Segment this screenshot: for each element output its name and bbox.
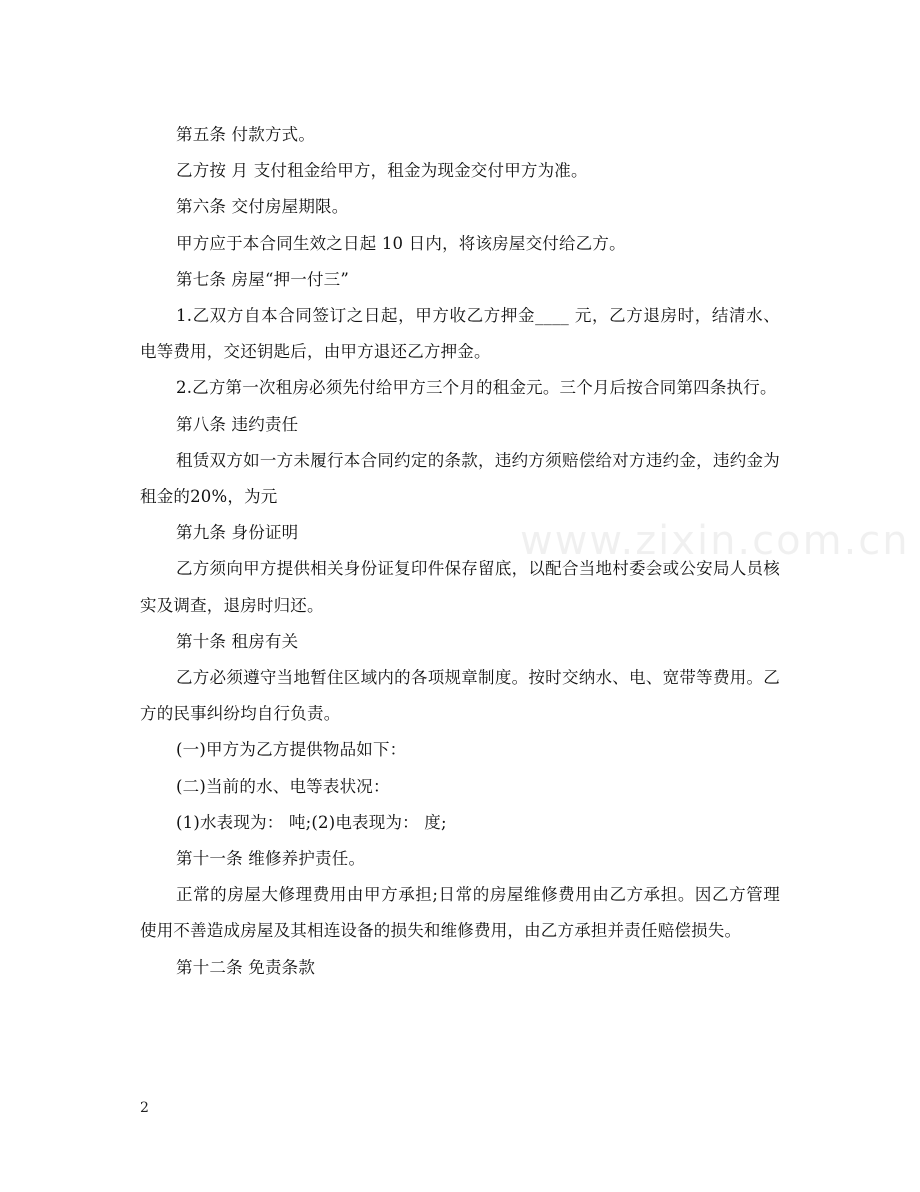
watermark: www.zixin.com.cn bbox=[520, 518, 910, 564]
article-9-heading: 第九条 身份证明 bbox=[176, 523, 299, 543]
article-5-text: 乙方按 月 支付租金给甲方，租金为现金交付甲方为准。 bbox=[176, 161, 588, 181]
article-10-heading: 第十条 租房有关 bbox=[176, 631, 299, 651]
article-7-item-2: 2.乙方第一次租房必须先付给甲方三个月的租金元。三个月后按合同第四条执行。 bbox=[176, 378, 777, 398]
article-11-text: 正常的房屋大修理费用由甲方承担;日常的房屋维修费用由乙方承担。因乙方管理使用不善造成房屋及其相连设备的损失和维修费用，由乙方承担并责任赔偿损失。 bbox=[140, 885, 780, 941]
article-9-text: 乙方须向甲方提供相关身份证复印件保存留底，以配合当地村委会或公安局人员核实及调查，退房时归还。 bbox=[140, 559, 780, 615]
article-5-heading: 第五条 付款方式。 bbox=[176, 125, 316, 144]
article-7-heading: 第七条 房屋“押一付三” bbox=[176, 269, 350, 289]
article-10-item-2: (二)当前的水、电等表状况： bbox=[176, 776, 390, 796]
article-6-heading: 第六条 交付房屋期限。 bbox=[176, 197, 349, 217]
article-8-heading: 第八条 违约责任 bbox=[176, 414, 299, 434]
meter-readings: (1)水表现为： 吨;(2)电表现为： 度; bbox=[176, 812, 447, 832]
article-6-text: 甲方应于本合同生效之日起 10 日内，将该房屋交付给乙方。 bbox=[176, 233, 626, 253]
article-10-text: 乙方必须遵守当地暂住区域内的各项规章制度。按时交纳水、电、宽带等费用。乙方的民事纠纷均自行负责。 bbox=[140, 668, 780, 724]
article-11-heading: 第十一条 维修养护责任。 bbox=[176, 849, 366, 869]
article-12-heading: 第十二条 免责条款 bbox=[176, 957, 316, 977]
page-number: 2 bbox=[140, 1100, 149, 1116]
article-7-item-1: 1.乙双方自本合同签订之日起，甲方收乙方押金____ 元，乙方退房时，结清水、电等费用，交还钥匙后，由甲方退还乙方押金。 bbox=[140, 306, 780, 362]
article-8-text: 租赁双方如一方未履行本合同约定的条款，违约方须赔偿给对方违约金，违约金为 租金的20%，为元 bbox=[140, 450, 780, 507]
article-10-item-1: (一)甲方为乙方提供物品如下： bbox=[176, 740, 407, 760]
document-body bbox=[140, 117, 780, 986]
